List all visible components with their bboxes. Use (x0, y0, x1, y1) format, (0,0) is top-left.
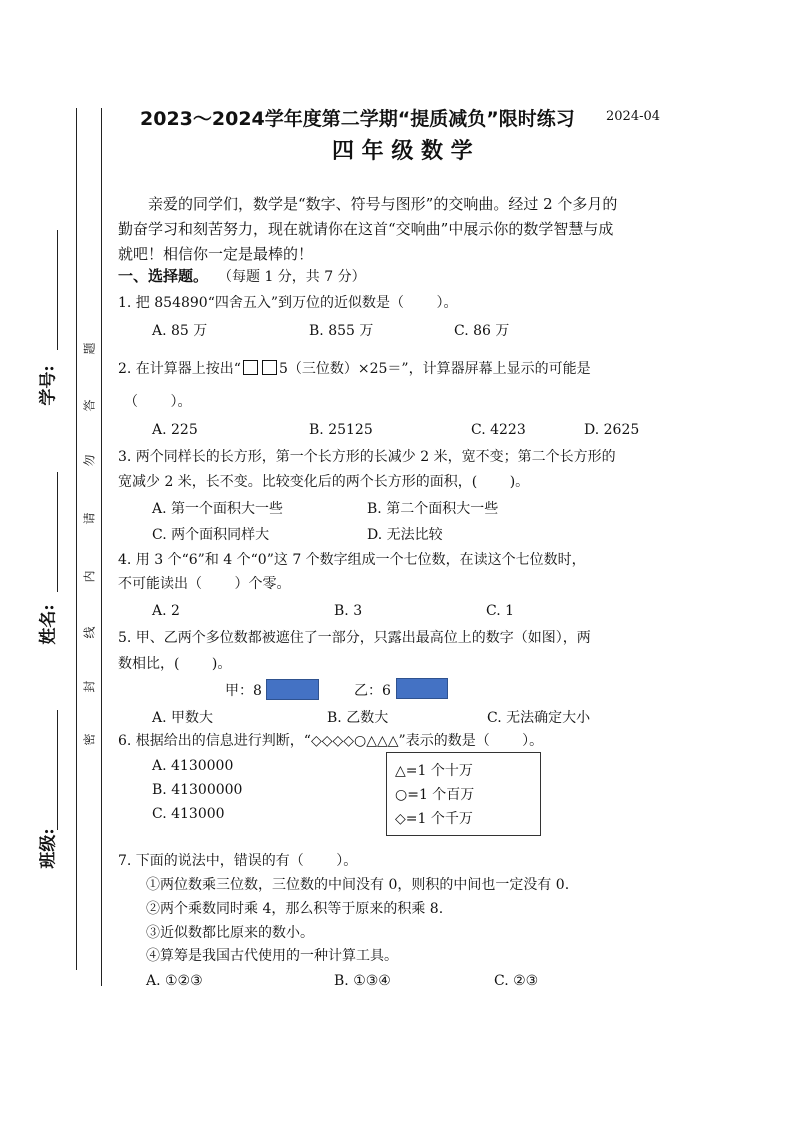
q2-stem-pre: 2. 在计算器上按出“ (118, 361, 241, 377)
q2-option-d[interactable]: D. 2625 (584, 422, 640, 438)
q7-option-b[interactable]: B. ①③④ (334, 973, 391, 989)
q5-option-b[interactable]: B. 乙数大 (327, 710, 389, 726)
q4-option-b[interactable]: B. 3 (334, 603, 363, 619)
q3-option-b[interactable]: B. 第二个面积大一些 (367, 501, 499, 517)
margin-line-inner (101, 108, 102, 986)
intro-line-2: 勤奋学习和刻苦努力，现在就请你在这首“交响曲”中展示你的数学智慧与成 (118, 220, 614, 238)
q3-option-c[interactable]: C. 两个面积同样大 (152, 527, 270, 543)
class-underline (57, 710, 58, 830)
q5-stem-line-1: 5. 甲、乙两个多位数都被遮住了一部分，只露出最高位上的数字（如图），两 (118, 630, 591, 646)
intro-line-3: 就吧！相信你一定是最棒的！ (118, 245, 314, 263)
q1-option-a[interactable]: A. 85 万 (152, 323, 208, 339)
q7-option-c[interactable]: C. ②③ (494, 973, 539, 989)
q2-option-a[interactable]: A. 225 (152, 422, 198, 438)
q4-stem-line-2: 不可能读出（ ）个零。 (118, 576, 291, 592)
seal-char-qing: 请 (82, 512, 97, 525)
seal-char-mi: 密 (82, 733, 97, 746)
name-label: 姓名: (38, 604, 59, 645)
q3-stem-line-1: 3. 两个同样长的长方形，第一个长方形的长减少 2 米，宽不变；第二个长方形的 (118, 449, 616, 465)
q3-stem-line-2: 宽减少 2 米，长不变。比较变化后的两个长方形的面积，( )。 (118, 474, 530, 490)
seal-char-xian: 线 (82, 626, 97, 639)
q2-stem (118, 360, 591, 378)
q2-option-c[interactable]: C. 4223 (471, 422, 526, 438)
blank-box-icon (262, 360, 277, 375)
name-underline (57, 472, 58, 592)
q7-statement-3: ③近似数都比原来的数小。 (146, 925, 314, 941)
q5-number-yi: 乙：6 (354, 683, 391, 699)
q6-key-3: ◇=1 个千万 (395, 811, 473, 827)
q4-option-a[interactable]: A. 2 (152, 603, 180, 619)
page-title: 2023～2024学年度第二学期“提质减负”限时练习 (140, 108, 575, 130)
exam-date: 2024-04 (606, 109, 661, 124)
seal-char-ti: 题 (82, 342, 97, 355)
student-id-label: 学号: (38, 365, 59, 406)
q5-number-jia: 甲：8 (225, 683, 262, 699)
q7-statement-2: ②两个乘数同时乘 4，那么积等于原来的积乘 8. (146, 901, 444, 917)
q2-option-b[interactable]: B. 25125 (309, 422, 373, 438)
q6-key-2: ○=1 个百万 (395, 787, 475, 803)
q5-option-a[interactable]: A. 甲数大 (152, 710, 214, 726)
q4-stem-line-1: 4. 用 3 个“6”和 4 个“0”这 7 个数字组成一个七位数，在读这个七位数时， (118, 552, 586, 568)
class-label: 班级: (38, 828, 59, 869)
q7-option-a[interactable]: A. ①②③ (146, 973, 203, 989)
seal-char-da: 答 (82, 399, 97, 412)
intro-line-1: 亲爱的同学们，数学是“数字、符号与图形”的交响曲。经过 2 个多月的 (148, 195, 618, 213)
student-id-underline (57, 230, 58, 350)
blank-box-icon (243, 360, 258, 375)
q3-option-a[interactable]: A. 第一个面积大一些 (152, 501, 284, 517)
q7-statement-1: ①两位数乘三位数，三位数的中间没有 0，则积的中间也一定没有 0. (146, 877, 570, 893)
q2-stem-post: 5（三位数）×25＝”，计算器屏幕上显示的可能是 (278, 361, 591, 377)
q6-option-b[interactable]: B. 41300000 (152, 782, 243, 798)
q5-cover-yi (396, 678, 448, 699)
q4-option-c[interactable]: C. 1 (486, 603, 515, 619)
section-note: （每题 1 分，共 7 分） (218, 269, 366, 285)
q1-stem: 1. 把 854890“四舍五入”到万位的近似数是（ ）。 (118, 295, 458, 311)
q7-stem: 7. 下面的说法中，错误的有（ ）。 (118, 853, 358, 869)
subject-title: 四 年 级 数 学 (332, 139, 473, 164)
margin-line-outer (76, 108, 77, 970)
q5-option-c[interactable]: C. 无法确定大小 (487, 710, 591, 726)
q7-statement-4: ④算筹是我国古代使用的一种计算工具。 (146, 948, 398, 964)
q1-option-b[interactable]: B. 855 万 (309, 323, 374, 339)
seal-char-feng: 封 (82, 680, 97, 693)
q5-cover-jia (266, 679, 319, 700)
q6-stem: 6. 根据给出的信息进行判断，“◇◇◇◇○△△△”表示的数是（ ）。 (118, 733, 544, 749)
q5-stem-line-2: 数相比，( )。 (118, 656, 232, 672)
q6-key-1: △=1 个十万 (395, 763, 473, 779)
seal-char-wu: 勿 (82, 454, 97, 467)
q6-option-c[interactable]: C. 413000 (152, 806, 225, 822)
seal-char-nei: 内 (82, 570, 97, 583)
q6-option-a[interactable]: A. 4130000 (152, 758, 234, 774)
section-heading: 一、选择题。 (118, 267, 209, 285)
q3-option-d[interactable]: D. 无法比较 (367, 527, 443, 543)
q2-stem-line-2: （ ）。 (124, 394, 192, 410)
q1-option-c[interactable]: C. 86 万 (454, 323, 510, 339)
